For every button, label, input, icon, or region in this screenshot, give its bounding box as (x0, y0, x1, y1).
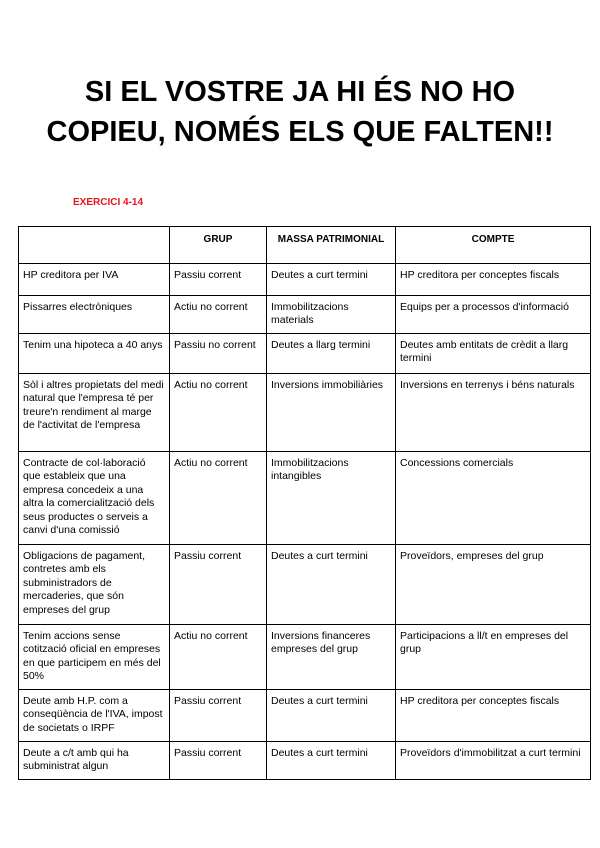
cell-massa: Deutes a curt termini (267, 690, 396, 742)
cell-grup: Actiu no corrent (170, 374, 267, 452)
table-row (19, 545, 591, 625)
cell-grup: Passiu corrent (170, 742, 267, 780)
cell-concept: Pissarres electròniques (19, 296, 170, 334)
exercise-label: EXERCICI 4-14 (73, 197, 144, 208)
cell-compte: Deutes amb entitats de crèdit a llarg termini (396, 334, 591, 374)
cell-compte: Equips per a processos d'informació (396, 296, 591, 334)
cell-grup: Actiu no corrent (170, 452, 267, 545)
table-header-row (19, 227, 591, 264)
cell-massa: Inversions immobiliàries (267, 374, 396, 452)
cell-massa: Immobilitzacions intangibles (267, 452, 396, 545)
cell-concept: Contracte de col·laboració que estableix que una empresa concedeix a una altra la comercialització dels seus productes o serveis a canvi d'una comissió (19, 452, 170, 545)
header-grup: GRUP (170, 227, 267, 264)
cell-massa: Immobilitzacions materials (267, 296, 396, 334)
cell-concept: Tenim accions sense cotització oficial en empreses en que participem en més del 50% (19, 625, 170, 690)
page-title: SI EL VOSTRE JA HI ÉS NO HO COPIEU, NOMÉS ELS QUE FALTEN!! (46, 76, 554, 148)
cell-compte: Proveïdors, empreses del grup (396, 545, 591, 625)
cell-compte: Inversions en terrenys i béns naturals (396, 374, 591, 452)
cell-compte: HP creditora per conceptes fiscals (396, 690, 591, 742)
cell-grup: Passiu corrent (170, 264, 267, 296)
cell-massa: Inversions financeres empreses del grup (267, 625, 396, 690)
cell-massa: Deutes a curt termini (267, 264, 396, 296)
header-concept (19, 227, 170, 264)
cell-grup: Passiu corrent (170, 545, 267, 625)
cell-compte: HP creditora per conceptes fiscals (396, 264, 591, 296)
table-row (19, 334, 591, 374)
header-massa-patrimonial: MASSA PATRIMONIAL (267, 227, 396, 264)
table-row (19, 296, 591, 334)
cell-grup: Actiu no corrent (170, 296, 267, 334)
cell-concept: Sòl i altres propietats del medi natural que l'empresa té per treure'n rendiment al marge de l'activitat de l'empresa (19, 374, 170, 452)
cell-grup: Passiu no corrent (170, 334, 267, 374)
cell-compte: Proveïdors d'immobilitzat a curt termini (396, 742, 591, 780)
table-row (19, 742, 591, 780)
cell-grup: Actiu no corrent (170, 625, 267, 690)
cell-grup: Passiu corrent (170, 690, 267, 742)
cell-concept: HP creditora per IVA (19, 264, 170, 296)
cell-concept: Deute a c/t amb qui ha subministrat algun (19, 742, 170, 780)
classification-table (18, 226, 591, 780)
table-row (19, 452, 591, 545)
table-row (19, 690, 591, 742)
header-compte: COMPTE (396, 227, 591, 264)
table-row (19, 374, 591, 452)
cell-concept: Tenim una hipoteca a 40 anys (19, 334, 170, 374)
cell-massa: Deutes a llarg termini (267, 334, 396, 374)
cell-compte: Concessions comercials (396, 452, 591, 545)
cell-concept: Deute amb H.P. com a conseqüència de l'IVA, impost de societats o IRPF (19, 690, 170, 742)
cell-massa: Deutes a curt termini (267, 742, 396, 780)
cell-compte: Participacions a ll/t en empreses del grup (396, 625, 591, 690)
table-row (19, 264, 591, 296)
cell-massa: Deutes a curt termini (267, 545, 396, 625)
table-row (19, 625, 591, 690)
cell-concept: Obligacions de pagament, contretes amb els subministradors de mercaderies, que són empreses del grup (19, 545, 170, 625)
